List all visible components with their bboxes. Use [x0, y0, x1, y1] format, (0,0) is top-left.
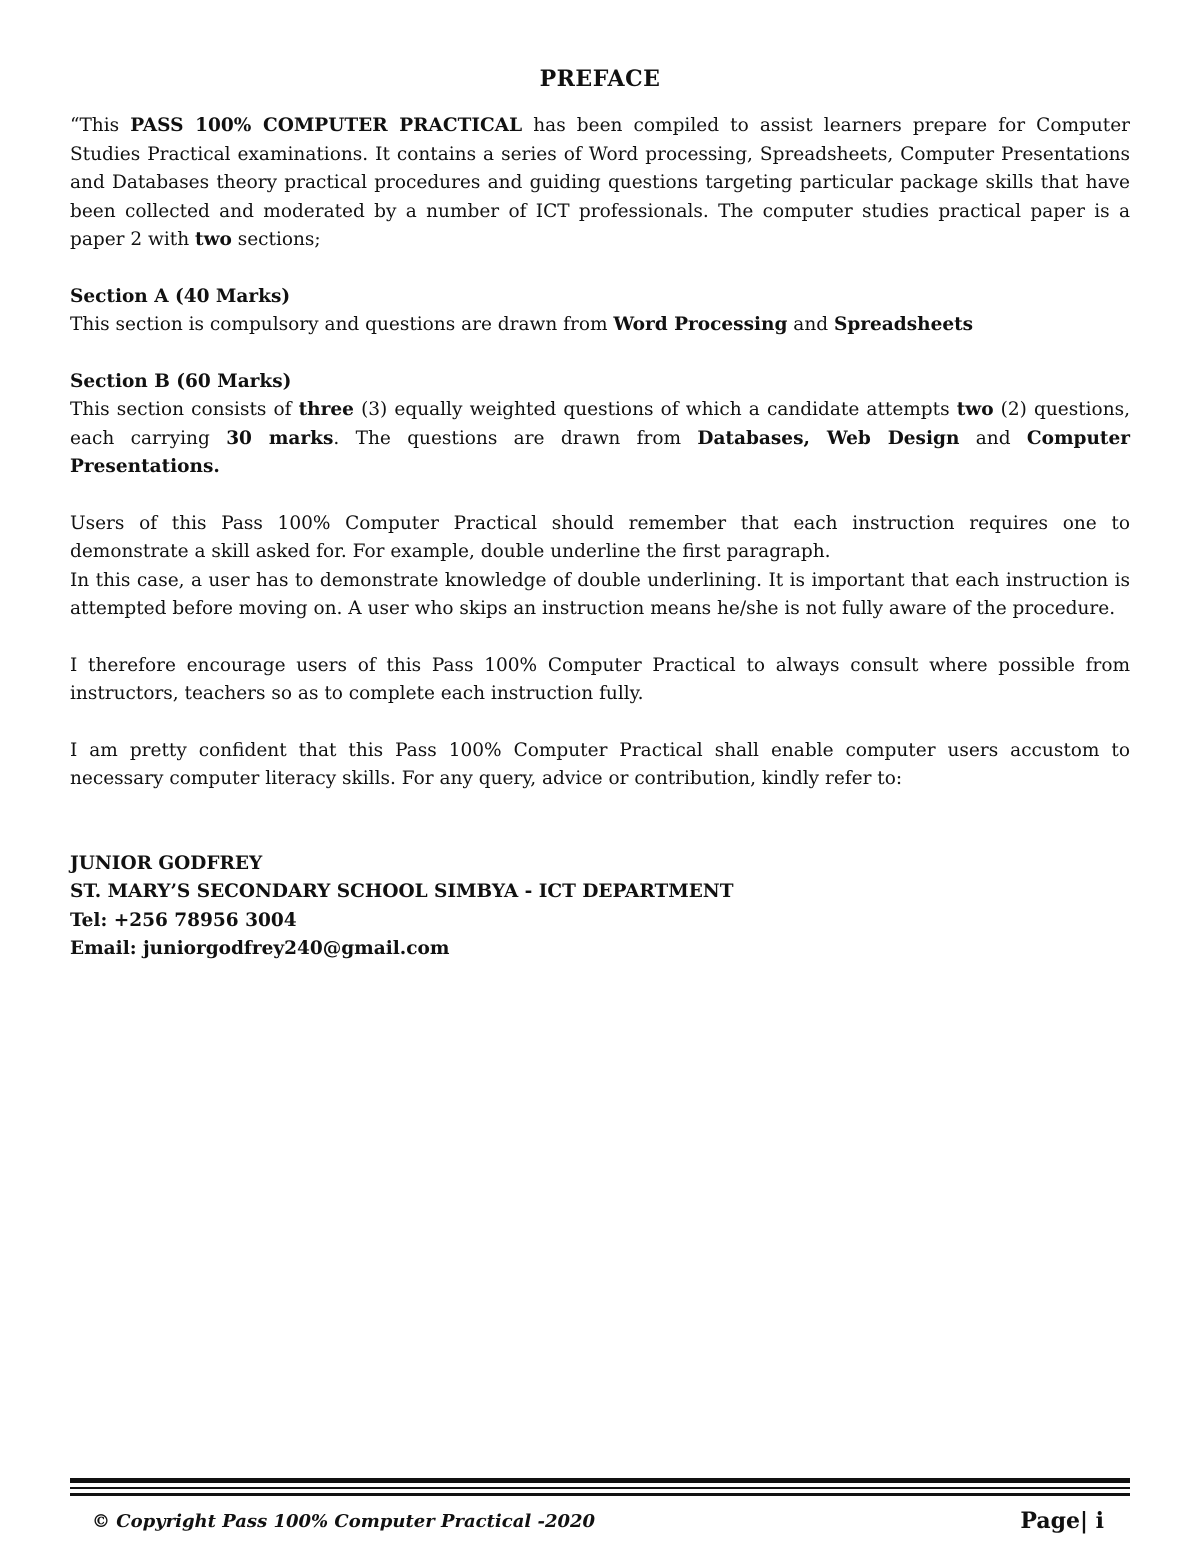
footer-divider: [70, 1478, 1130, 1496]
section-a-text-2: and: [787, 314, 834, 335]
section-a-text-1: This section is compulsory and questions are drawn from: [70, 314, 614, 335]
section-b-bold-three: three: [298, 399, 354, 420]
intro-text-1: “This: [70, 115, 131, 136]
intro-bold-title: PASS 100% COMPUTER PRACTICAL: [130, 115, 523, 136]
users-paragraph: Users of this Pass 100% Computer Practical should remember that each instruction requires one to demonstrate a skill asked for. For example, double underline the first paragraph.: [70, 512, 1130, 562]
section-a-bold-word-processing: Word Processing: [613, 314, 788, 335]
encourage-paragraph: I therefore encourage users of this Pass 100% Computer Practical to always consult where possible from instructors, teachers so as to complete each instruction fully.: [70, 654, 1130, 704]
page-number: Page| i: [1020, 1508, 1104, 1534]
page-title: PREFACE: [539, 66, 661, 92]
section-b-bold-two: two: [956, 399, 994, 420]
section-a-heading: Section A (40 Marks): [70, 285, 291, 307]
intro-text-2: has been compiled to assist learners prepare for Computer Studies Practical examinations. It contains a series of Word processing, Spreadsheets, Computer Presentations and Databases theory practical procedures and guiding questions targeting particular package skills that have been collected and moderated by a number of ICT professionals. The computer studies practical paper is a paper 2 with: [70, 115, 1130, 250]
intro-text-3: sections;: [231, 229, 321, 250]
page-footer: [92, 1506, 1104, 1536]
section-b-text-5: and: [959, 427, 1027, 449]
author-name: JUNIOR GODFREY: [70, 852, 263, 874]
section-b-bold-presentations: Computer Presentations.: [70, 427, 1130, 477]
copyright-text: © Copyright Pass 100% Computer Practical -2020: [92, 1510, 596, 1532]
school-name: ST. MARY’S SECONDARY SCHOOL SIMBYA - ICT DEPARTMENT: [70, 881, 734, 902]
confident-paragraph: I am pretty confident that this Pass 100% Computer Practical shall enable computer users accustom to necessary computer literacy skills. For any query, advice or contribution, kindly refer to:: [70, 739, 1130, 789]
section-a-text: [70, 311, 1130, 340]
intro-bold-two: two: [195, 229, 232, 250]
section-b-text: [70, 396, 1130, 482]
signature-block: [70, 850, 1130, 964]
section-a-bold-spreadsheets: Spreadsheets: [833, 314, 974, 335]
section-b-text-4: . The questions are drawn from: [333, 427, 698, 449]
section-b-bold-marks: 30 marks: [226, 427, 334, 449]
section-b-text-1: This section consists of: [70, 399, 299, 420]
section-b-heading: Section B (60 Marks): [70, 370, 292, 392]
section-b-bold-databases: Databases, Web Design: [697, 427, 960, 449]
intro-paragraph: [70, 112, 1130, 255]
section-b-text-2: (3) equally weighted questions of which a candidate attempts: [353, 399, 957, 420]
section-b-text-3: (2) questions, each carrying: [70, 399, 1130, 449]
document-page: [70, 66, 1130, 964]
email-address[interactable]: Email: juniorgodfrey240@gmail.com: [70, 938, 450, 959]
case-paragraph: In this case, a user has to demonstrate knowledge of double underlining. It is important that each instruction is attempted before moving on. A user who skips an instruction means he/she is not fully aware of the procedure.: [70, 569, 1130, 619]
telephone: Tel: +256 78956 3004: [70, 909, 297, 931]
